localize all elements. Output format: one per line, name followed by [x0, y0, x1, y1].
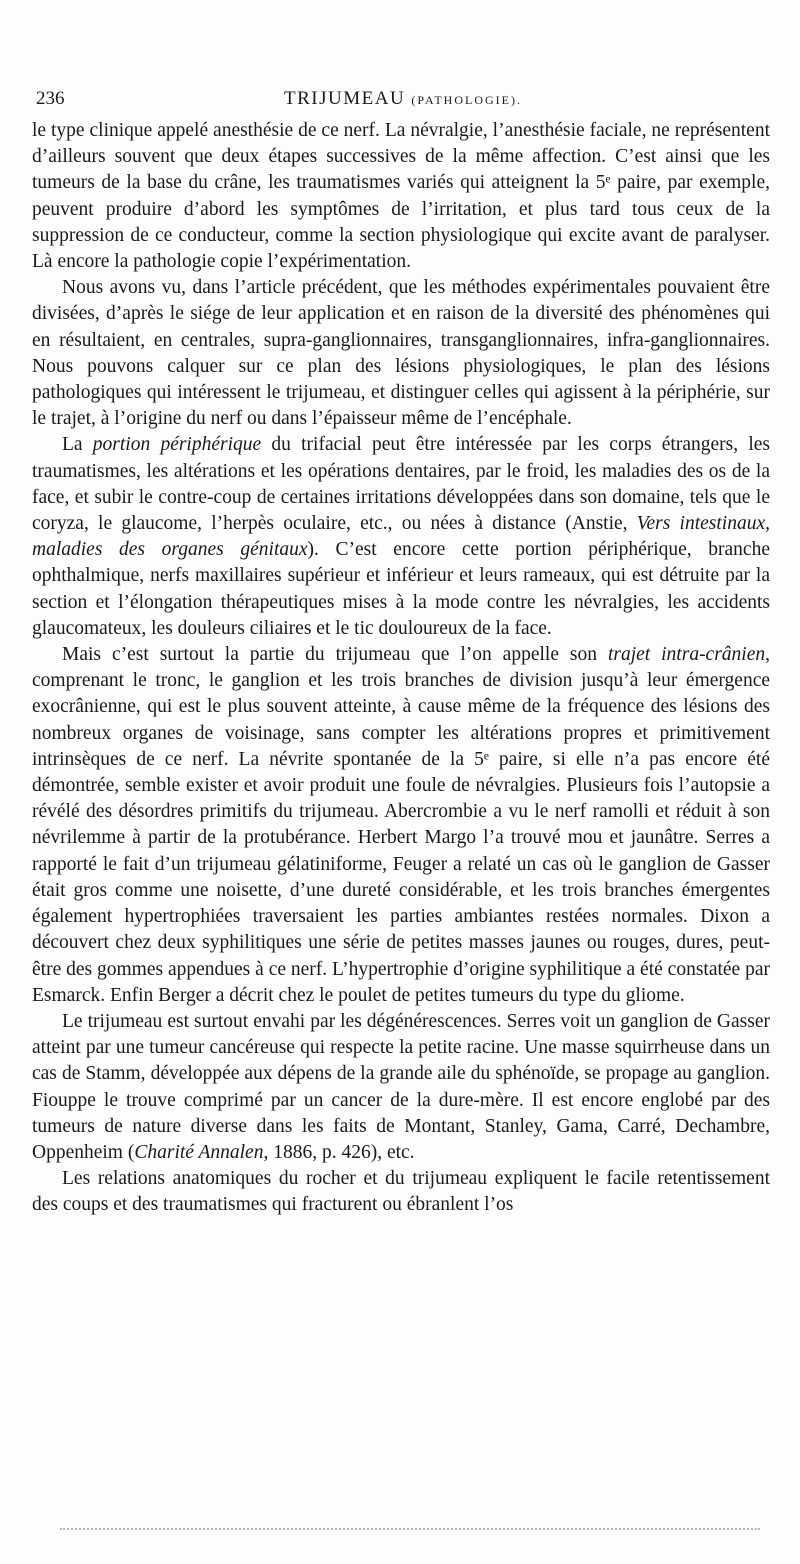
paragraph-text: Les relations anatomiques du rocher et du trijumeau expliquent le facile retentissement des coups et des traumatismes qui fracturent ou ébranlent l’os [32, 1168, 770, 1216]
paragraph-text: Mais c’est surtout la partie du trijumeau que l’on appelle son [62, 644, 608, 666]
italic-text: Charité Annalen [134, 1141, 264, 1163]
paragraph [32, 275, 770, 432]
paragraph-text: La [62, 434, 93, 456]
paragraph-text: le type clinique appelé anesthésie de ce nerf. La névralgie, l’anesthésie faciale, ne représentent d’ailleurs souvent que deux étapes successives de la même affection. C’est ainsi que les tumeurs de la base du crâne, les traumatismes variés qui atteignent la 5ᵉ paire, par exemple, peuvent produire d’abord les symptômes de l’irritation, et plus tard tous ceux de la suppression de ce conducteur, comme la section physiologique qui excite avant de paralyser. Là encore la pathologie copie l’expérimentation. [32, 120, 770, 273]
paragraph [32, 1009, 770, 1166]
italic-text: trajet intra-crânien [607, 644, 766, 666]
paragraph-text: Le trijumeau est surtout envahi par les dégénérescences. Serres voit un ganglion de Gasser atteint par une tumeur cancéreuse qui respecte la petite racine. Une masse squirrheuse dans un cas de Stamm, développée aux dépens de la grande aile du sphénoïde, se propage au ganglion. Fiouppe le trouve comprimé par un cancer de la dure-mère. Il est encore englobé par des tumeurs de nature diverse dans les faits de Montant, Stanley, Gama, Carré, Dechambre, Oppenheim ( [32, 1010, 770, 1163]
paragraph-text: ). C’est encore cette portion périphérique, branche ophthalmique, nerfs maxillaires supérieur et inférieur et leurs rameaux, qui est détruite par la section et l’élongation thérapeutiques mises à la mode contre les névralgies, les accidents glaucomateux, les douleurs ciliaires et le tic douloureux de la face. [32, 539, 770, 639]
running-head [36, 88, 770, 110]
body-text [32, 118, 770, 1219]
paragraph [32, 1166, 770, 1218]
paragraph-text: , comprenant le tronc, le ganglion et les trois branches de division jusqu’à leur émergence exocrânienne, qui est le plus souvent atteinte, à cause même de la fréquence des lésions des nombreux organes de voisinage, sans compter les altérations propres et primitivement intrinsèques de ce nerf. La névrite spontanée de la 5ᵉ paire, si elle n’a pas encore été démontrée, semble exister et avoir produit une foule de névralgies. Plusieurs fois l’autopsie a révélé des désordres primitifs du trijumeau. Abercrombie a vu le nerf ramolli et réduit à son névrilemme à partir de la protubérance. Herbert Margo l’a trouvé mou et jaunâtre. Serres a rapporté le fait d’un trijumeau gélatiniforme, Feuger a relaté un cas où le ganglion de Gasser était gros comme une noisette, d’une dureté considérable, et les trois branches émergentes également hypertrophiées traversaient les parties ambiantes restées normales. Dixon a découvert chez deux syphilitiques une série de petites masses jaunes ou rouges, dures, peut-être des gommes appendues à ce nerf. L’hypertrophie d’origine syphilitique a été constatée par Esmarck. Enfin Berger a décrit chez le poulet de petites tumeurs du type du gliome. [32, 644, 770, 1006]
paragraph-text: Nous avons vu, dans l’article précédent, que les méthodes expérimentales pouvaient être divisées, d’après le siége de leur application et en raison de la diversité des phénomènes qui en résultaient, en centrales, supra-ganglionnaires, transganglionnaires, infra-ganglionnaires. Nous pouvons calquer sur ce plan des lésions physiologiques, le plan des lésions pathologiques qui intéressent le trijumeau, et distinguer celles qui agissent à la périphérie, sur le trajet, à l’origine du nerf ou dans l’épaisseur même de l’encéphale. [32, 277, 770, 430]
italic-text: Vers intestinaux, maladies des organes génitaux [32, 513, 770, 561]
italic-text: portion périphérique [92, 434, 262, 456]
footer-divider [60, 1528, 760, 1536]
running-head-subtitle: (PATHOLOGIE). [411, 93, 522, 107]
paragraph-text: , 1886, p. 426), etc. [263, 1141, 415, 1163]
page-header [36, 88, 770, 118]
paragraph [32, 118, 770, 275]
page-number: 236 [36, 88, 65, 109]
paragraph-text: du trifacial peut être intéressée par les corps étrangers, les traumatismes, les altérations et les opérations dentaires, par le froid, les maladies des os de la face, et subir le contre-coup de certaines irritations développées dans son domaine, tels que le coryza, le glaucome, l’herpès oculaire, etc., ou nées à distance (Anstie, [32, 434, 770, 535]
paragraph [32, 432, 770, 642]
paragraph [32, 642, 770, 1009]
running-head-title: TRIJUMEAU [284, 88, 406, 109]
